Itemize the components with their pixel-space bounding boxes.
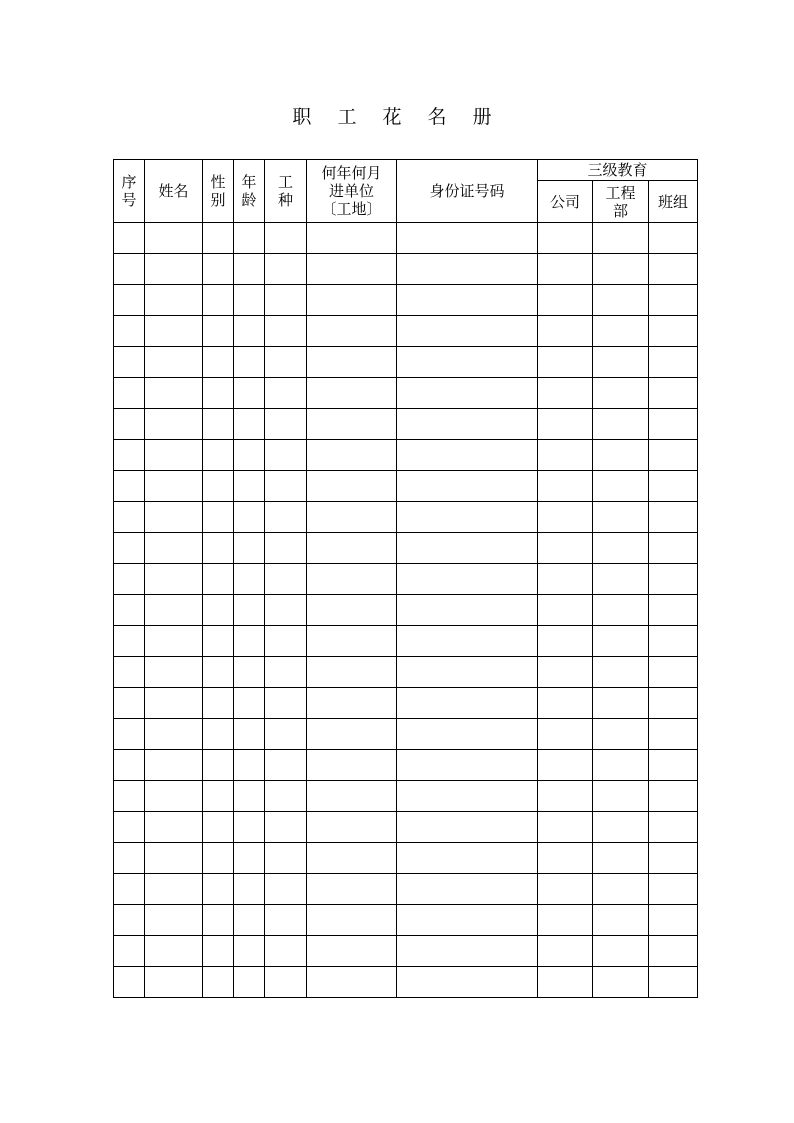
cell-gender: [203, 595, 234, 626]
cell-trade: [265, 533, 307, 564]
cell-gender: [203, 812, 234, 843]
cell-company: [538, 967, 593, 998]
cell-age: [234, 750, 265, 781]
cell-company: [538, 626, 593, 657]
cell-gender: [203, 564, 234, 595]
cell-age: [234, 905, 265, 936]
cell-team: [649, 781, 698, 812]
cell-entry: [307, 347, 397, 378]
cell-seq: [114, 595, 145, 626]
cell-team: [649, 254, 698, 285]
cell-project-dept: [593, 719, 649, 750]
cell-trade: [265, 254, 307, 285]
cell-name: [145, 843, 203, 874]
cell-trade: [265, 781, 307, 812]
cell-entry: [307, 285, 397, 316]
table-row: [114, 471, 698, 502]
cell-name: [145, 626, 203, 657]
cell-name: [145, 254, 203, 285]
cell-project-dept: [593, 967, 649, 998]
table-row: [114, 223, 698, 254]
cell-age: [234, 316, 265, 347]
cell-project-dept: [593, 471, 649, 502]
table-row: [114, 378, 698, 409]
cell-id-number: [397, 440, 538, 471]
cell-id-number: [397, 502, 538, 533]
table-row: [114, 843, 698, 874]
table-row: [114, 595, 698, 626]
cell-project-dept: [593, 223, 649, 254]
cell-id-number: [397, 626, 538, 657]
cell-seq: [114, 812, 145, 843]
cell-gender: [203, 843, 234, 874]
cell-seq: [114, 564, 145, 595]
cell-seq: [114, 626, 145, 657]
cell-team: [649, 905, 698, 936]
cell-entry: [307, 533, 397, 564]
cell-age: [234, 626, 265, 657]
cell-age: [234, 595, 265, 626]
cell-seq: [114, 316, 145, 347]
cell-project-dept: [593, 812, 649, 843]
cell-id-number: [397, 409, 538, 440]
header-id-number: 身份证号码: [397, 160, 538, 223]
header-age: 年龄: [234, 160, 265, 223]
cell-name: [145, 874, 203, 905]
employee-roster-table: [113, 159, 698, 998]
cell-gender: [203, 905, 234, 936]
cell-team: [649, 564, 698, 595]
cell-team: [649, 657, 698, 688]
cell-seq: [114, 905, 145, 936]
cell-trade: [265, 750, 307, 781]
cell-id-number: [397, 967, 538, 998]
header-education: 三级教育: [538, 160, 698, 181]
cell-name: [145, 316, 203, 347]
cell-project-dept: [593, 316, 649, 347]
cell-trade: [265, 440, 307, 471]
cell-company: [538, 874, 593, 905]
cell-age: [234, 285, 265, 316]
cell-trade: [265, 719, 307, 750]
cell-id-number: [397, 533, 538, 564]
cell-trade: [265, 595, 307, 626]
cell-id-number: [397, 378, 538, 409]
cell-seq: [114, 409, 145, 440]
cell-id-number: [397, 347, 538, 378]
table-row: [114, 781, 698, 812]
cell-company: [538, 502, 593, 533]
cell-project-dept: [593, 409, 649, 440]
cell-seq: [114, 781, 145, 812]
cell-age: [234, 719, 265, 750]
cell-company: [538, 285, 593, 316]
cell-trade: [265, 688, 307, 719]
cell-entry: [307, 595, 397, 626]
cell-entry: [307, 502, 397, 533]
cell-team: [649, 595, 698, 626]
table-row: [114, 285, 698, 316]
cell-team: [649, 378, 698, 409]
header-gender: 性别: [203, 160, 234, 223]
cell-project-dept: [593, 843, 649, 874]
cell-project-dept: [593, 254, 649, 285]
table-row: [114, 440, 698, 471]
cell-project-dept: [593, 378, 649, 409]
table-row: [114, 874, 698, 905]
cell-company: [538, 223, 593, 254]
cell-project-dept: [593, 688, 649, 719]
cell-trade: [265, 936, 307, 967]
cell-trade: [265, 626, 307, 657]
cell-name: [145, 657, 203, 688]
cell-seq: [114, 533, 145, 564]
cell-seq: [114, 471, 145, 502]
cell-gender: [203, 781, 234, 812]
cell-gender: [203, 285, 234, 316]
cell-entry: [307, 843, 397, 874]
cell-entry: [307, 316, 397, 347]
cell-name: [145, 347, 203, 378]
cell-project-dept: [593, 781, 649, 812]
cell-trade: [265, 812, 307, 843]
cell-age: [234, 471, 265, 502]
cell-company: [538, 781, 593, 812]
cell-entry: [307, 688, 397, 719]
table-row: [114, 533, 698, 564]
cell-trade: [265, 347, 307, 378]
table-row: [114, 657, 698, 688]
cell-seq: [114, 843, 145, 874]
cell-age: [234, 254, 265, 285]
cell-entry: [307, 905, 397, 936]
cell-seq: [114, 657, 145, 688]
cell-project-dept: [593, 285, 649, 316]
cell-id-number: [397, 595, 538, 626]
cell-id-number: [397, 719, 538, 750]
cell-entry: [307, 409, 397, 440]
cell-age: [234, 843, 265, 874]
cell-entry: [307, 254, 397, 285]
cell-id-number: [397, 843, 538, 874]
cell-seq: [114, 688, 145, 719]
cell-team: [649, 316, 698, 347]
cell-seq: [114, 874, 145, 905]
cell-company: [538, 564, 593, 595]
cell-seq: [114, 378, 145, 409]
cell-project-dept: [593, 750, 649, 781]
cell-company: [538, 905, 593, 936]
cell-company: [538, 812, 593, 843]
cell-gender: [203, 688, 234, 719]
cell-company: [538, 347, 593, 378]
cell-seq: [114, 719, 145, 750]
cell-age: [234, 409, 265, 440]
cell-company: [538, 471, 593, 502]
cell-gender: [203, 254, 234, 285]
cell-trade: [265, 285, 307, 316]
cell-name: [145, 285, 203, 316]
cell-trade: [265, 967, 307, 998]
cell-gender: [203, 657, 234, 688]
table-row: [114, 347, 698, 378]
cell-gender: [203, 719, 234, 750]
table-row: [114, 316, 698, 347]
cell-seq: [114, 967, 145, 998]
cell-project-dept: [593, 626, 649, 657]
table-row: [114, 502, 698, 533]
cell-project-dept: [593, 440, 649, 471]
cell-entry: [307, 936, 397, 967]
cell-entry: [307, 471, 397, 502]
cell-id-number: [397, 874, 538, 905]
cell-name: [145, 223, 203, 254]
cell-entry: [307, 657, 397, 688]
cell-name: [145, 409, 203, 440]
cell-team: [649, 750, 698, 781]
cell-name: [145, 967, 203, 998]
header-company: 公司: [538, 181, 593, 223]
table-row: [114, 409, 698, 440]
cell-entry: [307, 719, 397, 750]
cell-age: [234, 533, 265, 564]
cell-gender: [203, 347, 234, 378]
cell-company: [538, 750, 593, 781]
table-row: [114, 967, 698, 998]
cell-trade: [265, 378, 307, 409]
cell-seq: [114, 502, 145, 533]
cell-team: [649, 502, 698, 533]
cell-trade: [265, 223, 307, 254]
cell-trade: [265, 409, 307, 440]
cell-name: [145, 471, 203, 502]
cell-project-dept: [593, 657, 649, 688]
cell-entry: [307, 223, 397, 254]
cell-id-number: [397, 657, 538, 688]
cell-id-number: [397, 471, 538, 502]
cell-team: [649, 533, 698, 564]
cell-entry: [307, 750, 397, 781]
cell-gender: [203, 936, 234, 967]
cell-age: [234, 657, 265, 688]
cell-seq: [114, 936, 145, 967]
cell-entry: [307, 781, 397, 812]
cell-seq: [114, 285, 145, 316]
cell-name: [145, 905, 203, 936]
cell-name: [145, 564, 203, 595]
cell-company: [538, 936, 593, 967]
cell-age: [234, 440, 265, 471]
cell-team: [649, 471, 698, 502]
cell-gender: [203, 378, 234, 409]
table-row: [114, 564, 698, 595]
cell-trade: [265, 564, 307, 595]
cell-company: [538, 378, 593, 409]
cell-company: [538, 409, 593, 440]
cell-id-number: [397, 564, 538, 595]
cell-name: [145, 750, 203, 781]
cell-project-dept: [593, 936, 649, 967]
cell-gender: [203, 502, 234, 533]
cell-company: [538, 688, 593, 719]
cell-age: [234, 967, 265, 998]
cell-project-dept: [593, 347, 649, 378]
cell-team: [649, 347, 698, 378]
cell-trade: [265, 316, 307, 347]
table-row: [114, 688, 698, 719]
cell-gender: [203, 750, 234, 781]
cell-gender: [203, 533, 234, 564]
cell-company: [538, 316, 593, 347]
cell-name: [145, 378, 203, 409]
cell-team: [649, 285, 698, 316]
cell-trade: [265, 471, 307, 502]
header-trade: 工种: [265, 160, 307, 223]
cell-id-number: [397, 905, 538, 936]
cell-name: [145, 688, 203, 719]
cell-id-number: [397, 316, 538, 347]
table-row: [114, 719, 698, 750]
cell-gender: [203, 874, 234, 905]
cell-name: [145, 719, 203, 750]
table-row: [114, 626, 698, 657]
document-title: 职 工 花 名 册: [292, 106, 502, 128]
cell-entry: [307, 626, 397, 657]
cell-age: [234, 874, 265, 905]
cell-entry: [307, 378, 397, 409]
cell-project-dept: [593, 564, 649, 595]
cell-name: [145, 936, 203, 967]
table-row: [114, 750, 698, 781]
cell-entry: [307, 564, 397, 595]
cell-gender: [203, 409, 234, 440]
cell-gender: [203, 967, 234, 998]
table-row: [114, 254, 698, 285]
cell-trade: [265, 657, 307, 688]
cell-name: [145, 502, 203, 533]
cell-company: [538, 595, 593, 626]
cell-team: [649, 874, 698, 905]
cell-name: [145, 595, 203, 626]
cell-team: [649, 967, 698, 998]
cell-company: [538, 440, 593, 471]
cell-trade: [265, 502, 307, 533]
cell-company: [538, 657, 593, 688]
header-project-dept: 工程部: [593, 181, 649, 223]
cell-age: [234, 564, 265, 595]
cell-name: [145, 812, 203, 843]
cell-gender: [203, 316, 234, 347]
cell-id-number: [397, 688, 538, 719]
header-entry-date: 何年何月进单位〔工地〕: [307, 160, 397, 223]
cell-seq: [114, 223, 145, 254]
cell-seq: [114, 750, 145, 781]
cell-id-number: [397, 936, 538, 967]
table-row: [114, 936, 698, 967]
cell-age: [234, 502, 265, 533]
cell-gender: [203, 626, 234, 657]
cell-id-number: [397, 781, 538, 812]
cell-company: [538, 843, 593, 874]
cell-entry: [307, 440, 397, 471]
cell-project-dept: [593, 533, 649, 564]
cell-company: [538, 254, 593, 285]
cell-team: [649, 223, 698, 254]
cell-team: [649, 812, 698, 843]
cell-trade: [265, 905, 307, 936]
cell-project-dept: [593, 595, 649, 626]
cell-age: [234, 378, 265, 409]
cell-id-number: [397, 223, 538, 254]
cell-gender: [203, 471, 234, 502]
cell-age: [234, 936, 265, 967]
cell-company: [538, 533, 593, 564]
cell-project-dept: [593, 874, 649, 905]
cell-seq: [114, 254, 145, 285]
cell-team: [649, 719, 698, 750]
cell-team: [649, 936, 698, 967]
cell-team: [649, 688, 698, 719]
cell-age: [234, 347, 265, 378]
cell-seq: [114, 347, 145, 378]
cell-gender: [203, 223, 234, 254]
cell-team: [649, 440, 698, 471]
cell-entry: [307, 967, 397, 998]
cell-team: [649, 409, 698, 440]
cell-id-number: [397, 750, 538, 781]
table-row: [114, 812, 698, 843]
cell-name: [145, 533, 203, 564]
cell-age: [234, 812, 265, 843]
cell-team: [649, 626, 698, 657]
cell-seq: [114, 440, 145, 471]
header-seq: 序号: [114, 160, 145, 223]
cell-id-number: [397, 254, 538, 285]
header-team: 班组: [649, 181, 698, 223]
cell-project-dept: [593, 502, 649, 533]
cell-trade: [265, 843, 307, 874]
cell-name: [145, 440, 203, 471]
cell-entry: [307, 812, 397, 843]
cell-id-number: [397, 285, 538, 316]
cell-trade: [265, 874, 307, 905]
cell-company: [538, 719, 593, 750]
table-row: [114, 905, 698, 936]
cell-id-number: [397, 812, 538, 843]
cell-age: [234, 781, 265, 812]
cell-age: [234, 223, 265, 254]
cell-team: [649, 843, 698, 874]
cell-project-dept: [593, 905, 649, 936]
cell-age: [234, 688, 265, 719]
cell-gender: [203, 440, 234, 471]
header-name: 姓名: [145, 160, 203, 223]
cell-entry: [307, 874, 397, 905]
cell-name: [145, 781, 203, 812]
